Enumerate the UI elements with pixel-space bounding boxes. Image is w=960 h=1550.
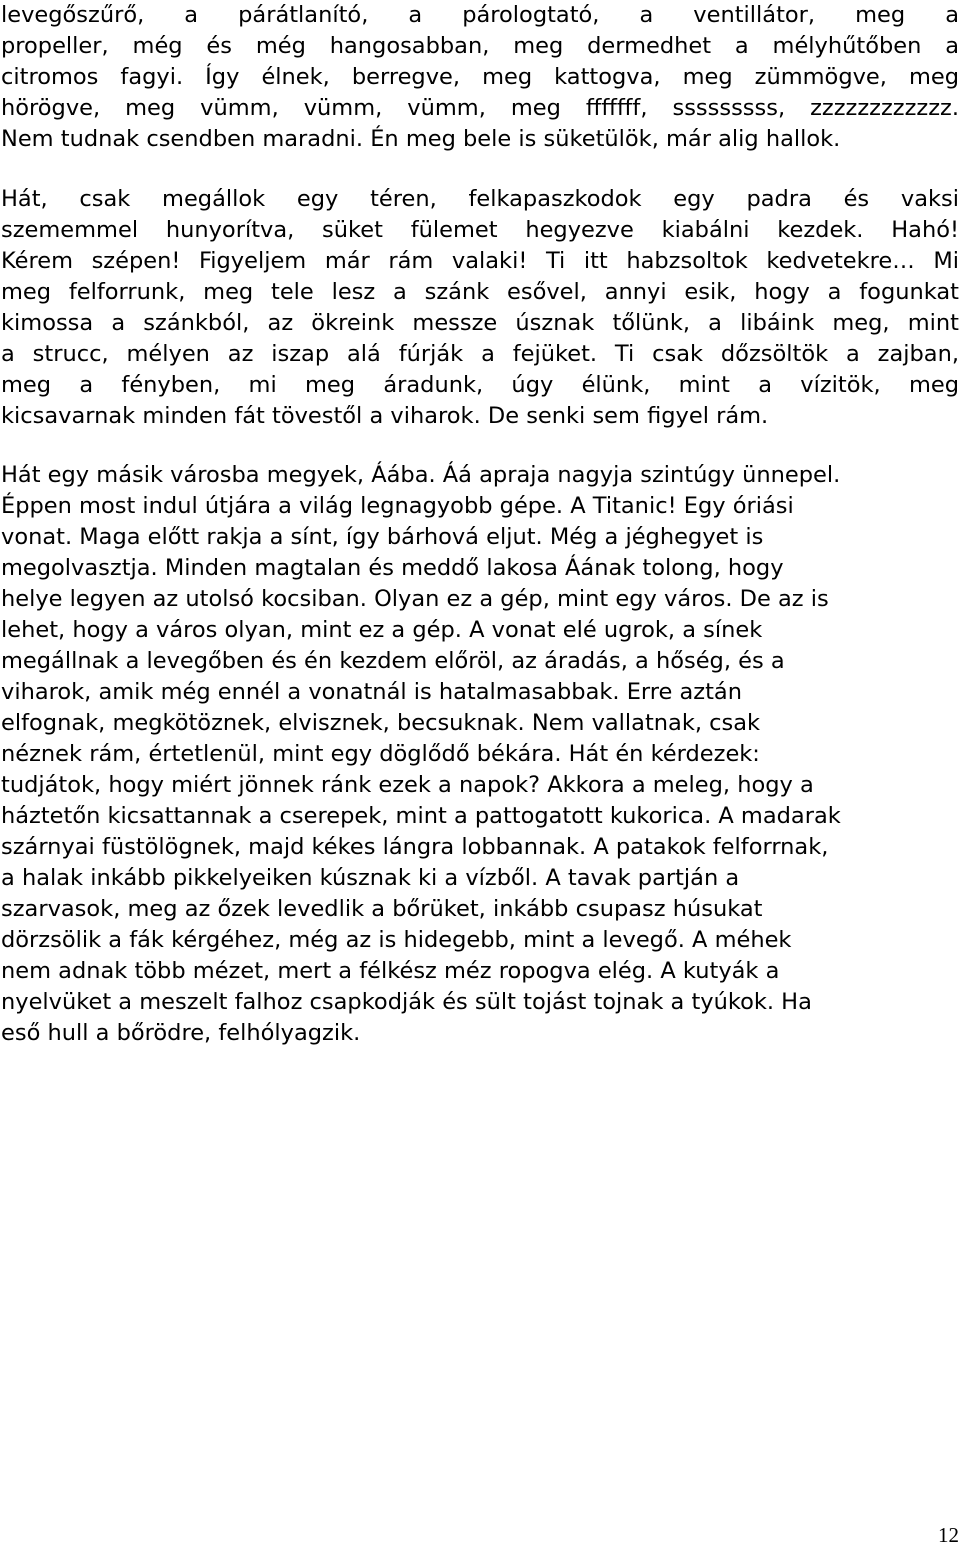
text-line: nyelvüket a meszelt falhoz csapkodják és sült tojást tojnak a tyúkok. Ha	[1, 989, 812, 1015]
text-line: szarvasok, meg az őzek levedlik a bőrüket, inkább csupasz húsukat	[1, 896, 763, 922]
text-line: néznek rám, értetlenül, mint egy döglődő békára. Hát én kérdezek:	[1, 741, 760, 767]
text-line: eső hull a bőrödre, felhólyagzik.	[1, 1020, 361, 1046]
text-line: Kérem szépen! Figyeljem már rám valaki! Ti itt habzsoltok kedvetekre… Mi	[1, 248, 959, 274]
text-line: levegőszűrő, a párátlanító, a párologtató, a ventillátor, meg a	[1, 2, 959, 28]
text-line: megolvasztja. Minden magtalan és meddő lakosa Áának tolong, hogy	[1, 555, 784, 581]
text-line: hörögve, meg vümm, vümm, vümm, meg fffffff, sssssssss, zzzzzzzzzzzz.	[1, 95, 959, 121]
text-line: propeller, még és még hangosabban, meg dermedhet a mélyhűtőben a	[1, 33, 959, 59]
text-line: dörzsölik a fák kérgéhez, még az is hidegebb, mint a levegő. A méhek	[1, 927, 792, 953]
text-line: Nem tudnak csendben maradni. Én meg bele is süketülök, már alig hallok.	[1, 126, 841, 152]
text-line: Hát, csak megállok egy téren, felkapaszkodok egy padra és vaksi	[1, 186, 959, 212]
text-line: citromos fagyi. Így élnek, berregve, meg kattogva, meg zümmögve, meg	[1, 64, 959, 90]
text-line: kimossa a szánkból, az ökreink messze úsznak tőlünk, a libáink meg, mint	[1, 310, 959, 336]
text-line: helye legyen az utolsó kocsiban. Olyan ez a gép, mint egy város. De az is	[1, 586, 829, 612]
text-line: meg felforrunk, meg tele lesz a szánk esővel, annyi esik, hogy a fogunkat	[1, 279, 959, 305]
page-number: 12	[938, 1523, 959, 1547]
text-line: Hát egy másik városba megyek, Áába. Áá apraja nagyja szintúgy ünnepel.	[1, 462, 841, 488]
text-line: a halak inkább pikkelyeiken kúsznak ki a vízből. A tavak partján a	[1, 865, 740, 891]
text-line: szememmel hunyorítva, süket fülemet hegyezve kiabálni kezdek. Hahó!	[1, 217, 959, 243]
text-line: elfognak, megkötöznek, elvisznek, becsuknak. Nem vallatnak, csak	[1, 710, 761, 736]
text-line: háztetőn kicsattannak a cserepek, mint a pattogatott kukorica. A madarak	[1, 803, 841, 829]
text-line: vonat. Maga előtt rakja a sínt, így bárhová eljut. Még a jéghegyet is	[1, 524, 764, 550]
text-line: szárnyai füstölögnek, majd kékes lángra lobbannak. A patakok felforrnak,	[1, 834, 829, 860]
text-line: lehet, hogy a város olyan, mint ez a gép. A vonat elé ugrok, a sínek	[1, 617, 763, 643]
text-line: meg a fényben, mi meg áradunk, úgy élünk, mint a vízitök, meg	[1, 372, 959, 398]
text-line: tudjátok, hogy miért jönnek ránk ezek a napok? Akkora a meleg, hogy a	[1, 772, 814, 798]
text-line: viharok, amik még ennél a vonatnál is hatalmasabbak. Erre aztán	[1, 679, 742, 705]
text-line: kicsavarnak minden fát tövestől a viharok. De senki sem figyel rám.	[1, 403, 769, 429]
text-line: Éppen most indul útjára a világ legnagyobb gépe. A Titanic! Egy óriási	[1, 493, 794, 519]
text-line: nem adnak több mézet, mert a félkész méz ropogva elég. A kutyák a	[1, 958, 780, 984]
text-line: a strucc, mélyen az iszap alá fúrják a fejüket. Ti csak dőzsöltök a zajban,	[1, 341, 959, 367]
text-line: megállnak a levegőben és én kezdem előröl, az áradás, a hőség, és a	[1, 648, 785, 674]
